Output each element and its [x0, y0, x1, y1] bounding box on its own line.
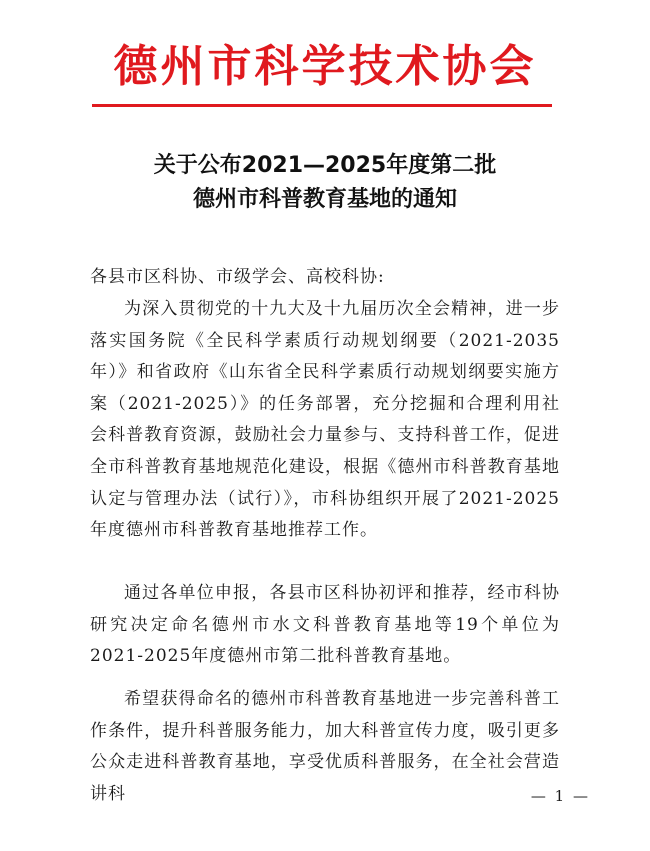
document-title-line-1: 关于公布2021—2025年度第二批 — [153, 153, 497, 178]
body-paragraph-3: 希望获得命名的德州市科普教育基地进一步完善科普工作条件，提升科普服务能力，加大科普宣传力度，吸引更多公众走进科普教育基地，享受优质科普服务，在全社会营造讲科 — [90, 689, 560, 804]
organization-header: 德州市科学技术协会 — [113, 41, 537, 92]
document-title-line-2: 德州市科普教育基地的通知 — [192, 187, 457, 212]
body-paragraph-2: 通过各单位申报，各县市区科协初评和推荐，经市科协研究决定命名德州市水文科普教育基地等19个单位为2021-2025年度德州市第二批科普教育基地。 — [90, 583, 560, 667]
salutation: 各县市区科协、市级学会、高校科协: — [90, 267, 385, 287]
page-number: — 1 — — [530, 787, 590, 805]
body-paragraph-1: 为深入贯彻党的十九大及十九届历次全会精神，进一步落实国务院《全民科学素质行动规划纲要（2021-2035年）》和省政府《山东省全民科学素质行动规划纲要实施方案（2021-2025）》的任务部署，充分挖掘和合理利用社会科普教育资源，鼓励社会力量参与、支持科普工作，促进全市科普教育基地规范化建设，根据《德州市科普教育基地认定与管理办法（试行）》，市科协组织开展了2021-2025年度德州市科普教育基地推荐工作。 — [90, 299, 560, 541]
red-header-rule — [92, 104, 552, 107]
